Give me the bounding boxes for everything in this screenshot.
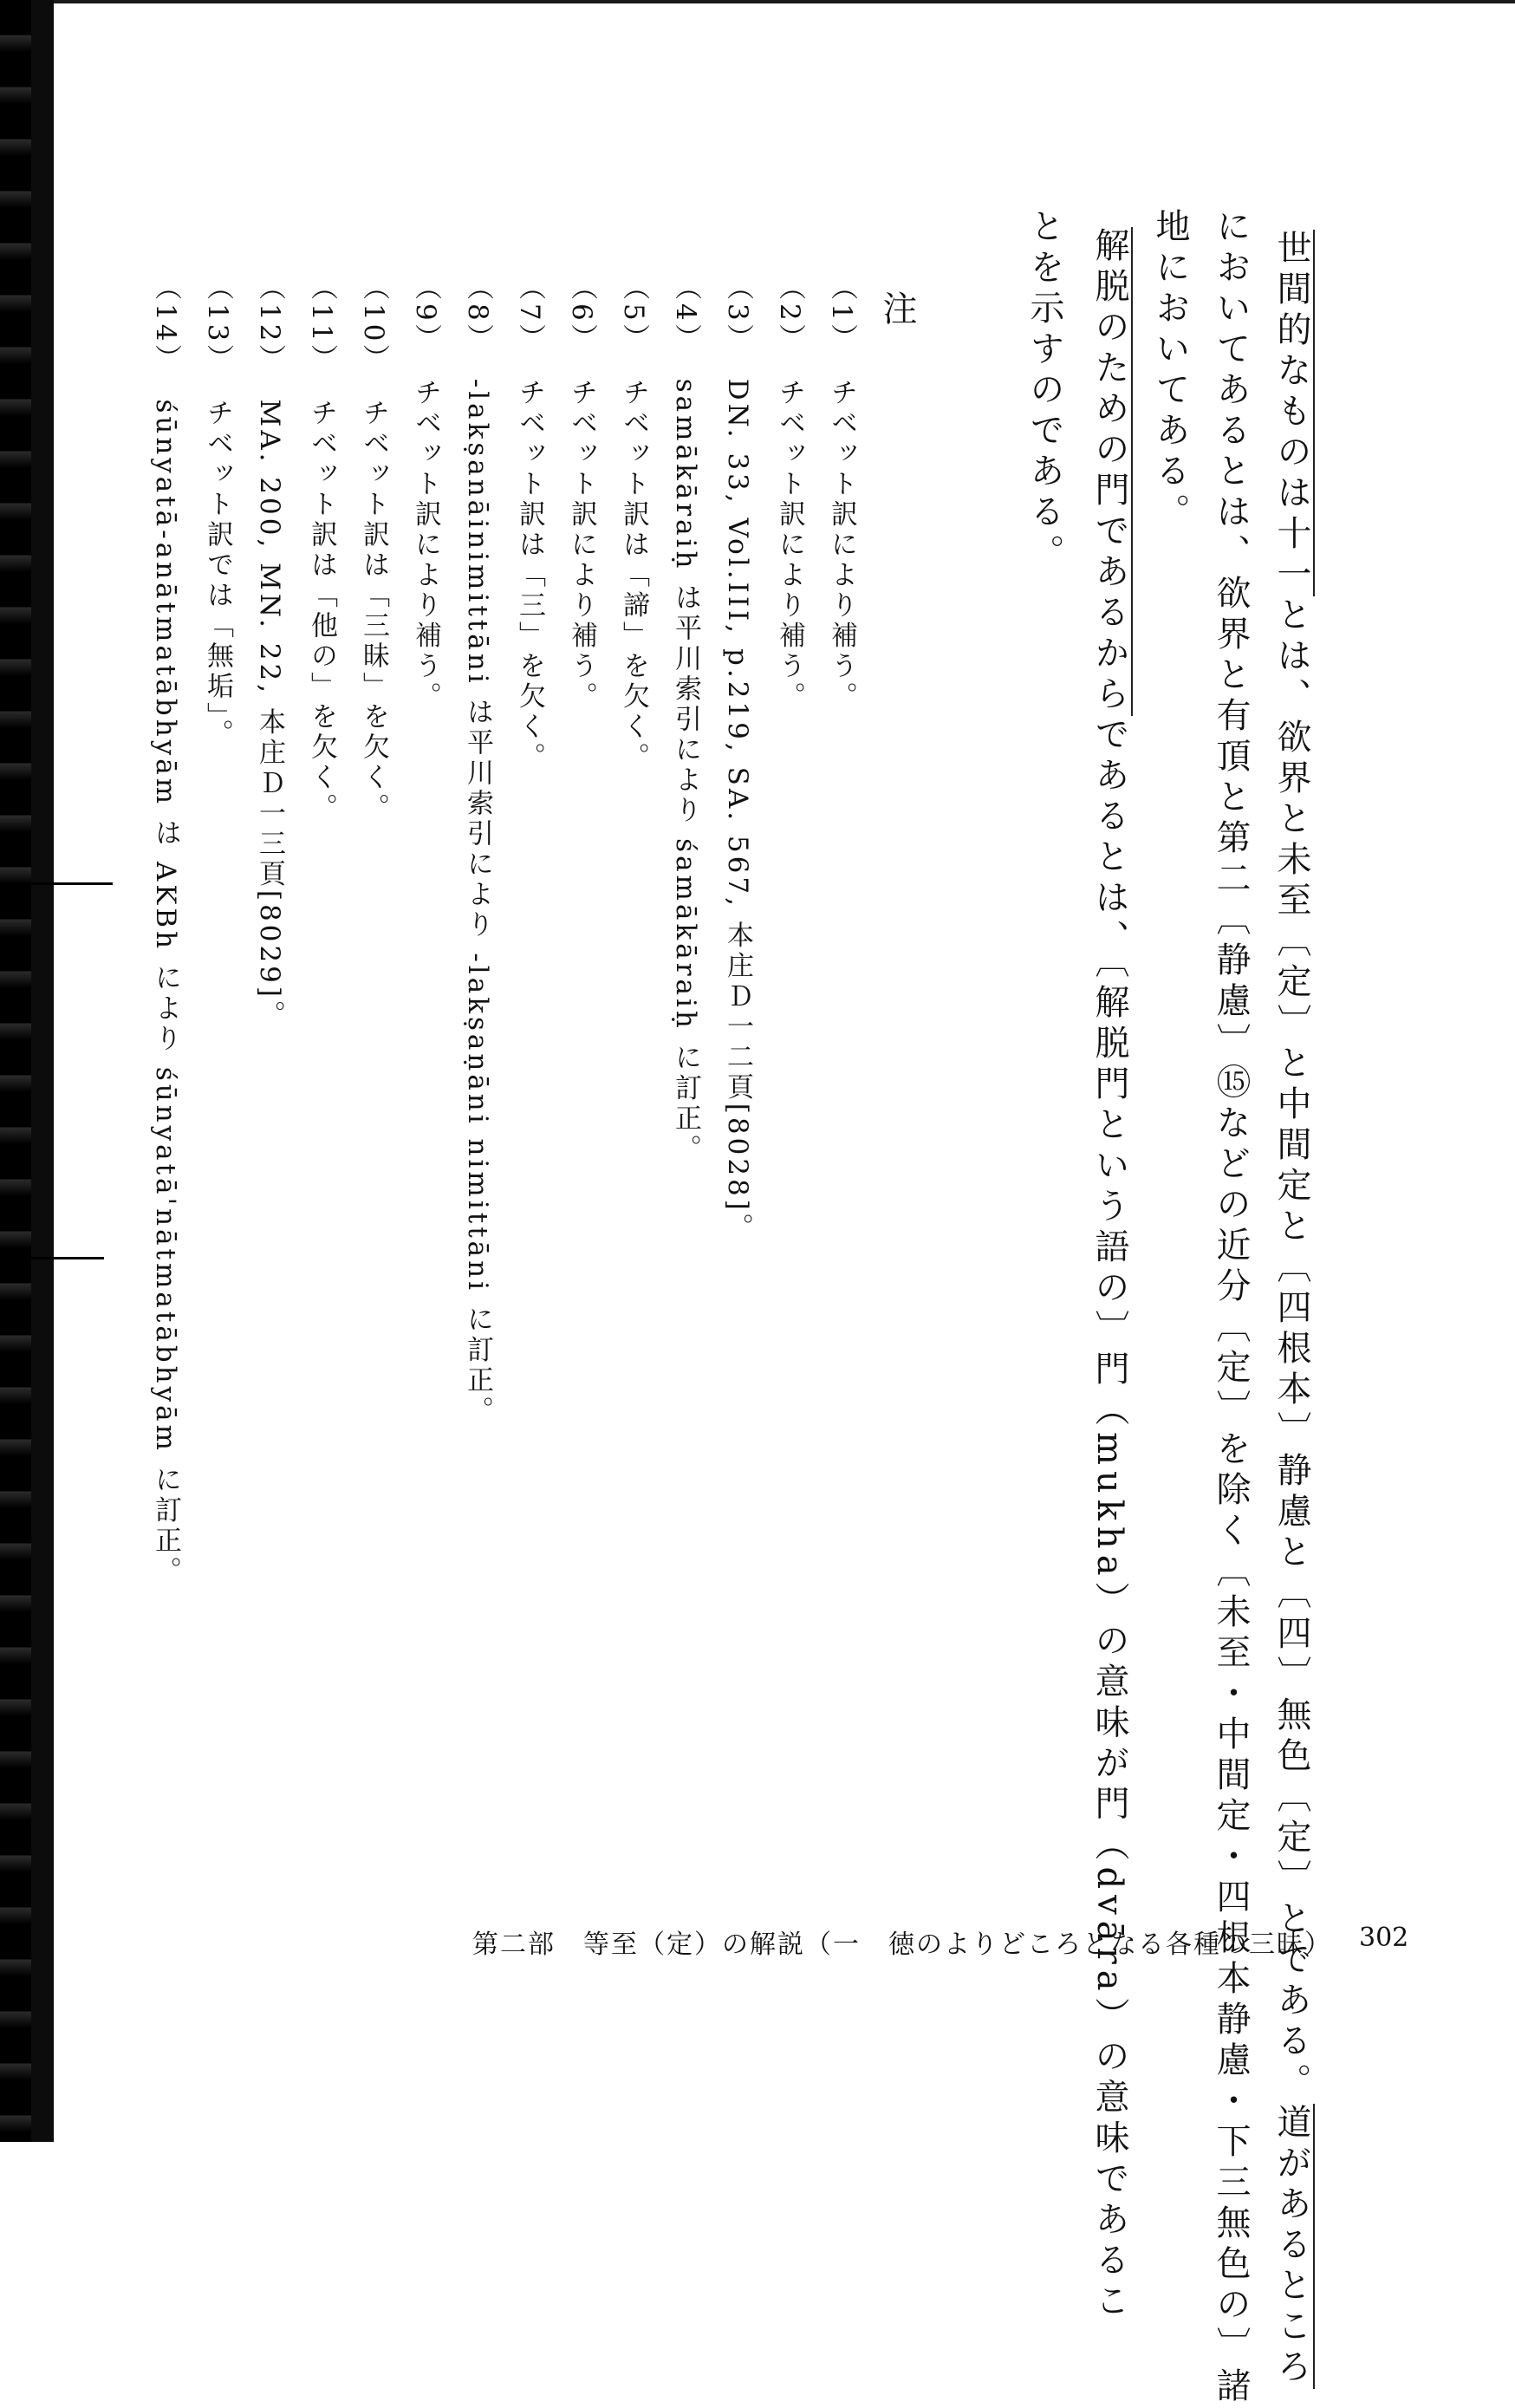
underlined-term: 道があるところ [1271,2104,1315,2389]
body-line-3: 地においてある。 [1150,208,1190,534]
body-line-5: とを示すのである。 [1024,208,1064,575]
note-number: （5） [618,273,649,355]
note-item [620,273,647,773]
note-text: MA. 200, MN. 22, 本庄Ｄ一三頁[8029]。 [254,399,285,1031]
book-page [87,0,1473,2408]
body-line-1-rest: とは、欲界と未至〔定〕と中間定と〔四根本〕静慮と〔四〕無色〔定〕とである。 [1271,596,1311,2104]
note-text: チベット訳により補う。 [566,378,597,713]
note-number: （3） [722,273,753,355]
note-text: チベット訳は「他の」を欠く。 [306,399,337,824]
scan-binding-edge [0,0,54,2142]
body-line-1 [1271,230,1311,2389]
note-item [256,273,283,1031]
underlined-term: 世間的なものは十一 [1271,230,1315,596]
note-text: チベット訳により補う。 [410,378,441,713]
body-line-2: においてあるとは、欲界と有頂と第二〔静慮〕⑮などの近分〔定〕を除く〔未至・中間定・四根本静慮・下三無色の〕諸 [1211,208,1251,2408]
note-text: チベット訳は「三昧」を欠く。 [358,399,389,824]
note-number: （8） [462,273,493,355]
note-item [672,273,699,1165]
note-number: （6） [566,273,597,355]
body-line-4-rest: であるとは、〔解脱門という語の〕門（mukha）の意味が門（dvāra）の意味であるこ [1089,716,1129,2323]
note-number: （14） [150,273,181,375]
running-title: 第二部 等至（定）の解説（一 徳のよりどころとなる各種の三昧） [472,1930,1332,1960]
note-number: （7） [514,273,545,355]
notes-heading: 注 [877,290,917,331]
note-text: チベット訳により補う。 [826,378,857,713]
note-item [204,273,231,750]
note-text: śūnyatā-anātmatābhyām は AKBh により śūnyatā'nātmatābhyām に訂正。 [150,399,181,1587]
note-item [412,273,439,713]
underlined-term: 解脱のための門であるから [1089,227,1133,716]
note-text: -lakṣanāinimittāni は平川索引により -lakṣaṇāni nimittāni に訂正。 [462,378,493,1427]
note-text: チベット訳では「無垢」。 [202,399,233,750]
note-number: （9） [410,273,441,355]
note-number: （13） [202,273,233,375]
note-item [152,273,179,1587]
note-number: （4） [670,273,701,355]
note-number: （12） [254,273,285,375]
note-number: （1） [826,273,857,355]
note-text: チベット訳は「諦」を欠く。 [618,378,649,773]
note-item [568,273,595,713]
note-number: （11） [306,273,337,375]
page-number: 302 [1359,1923,1409,1953]
note-item [360,273,387,823]
note-text: チベット訳は「三」を欠く。 [514,378,545,773]
body-line-4 [1089,227,1129,2323]
note-item [308,273,335,823]
note-number: （10） [358,273,389,375]
note-number: （2） [774,273,805,355]
note-item [828,273,855,713]
note-item [464,273,491,1427]
note-text: samākāraiḥ は平川索引により śamākāraiḥ に訂正。 [670,378,701,1165]
note-item [724,273,751,1244]
note-text: チベット訳により補う。 [774,378,805,713]
note-item [516,273,543,773]
note-text: DN. 33, Vol.III, p.219, SA. 567, 本庄Ｄ一二頁[8028]。 [722,378,753,1244]
note-item [776,273,803,713]
